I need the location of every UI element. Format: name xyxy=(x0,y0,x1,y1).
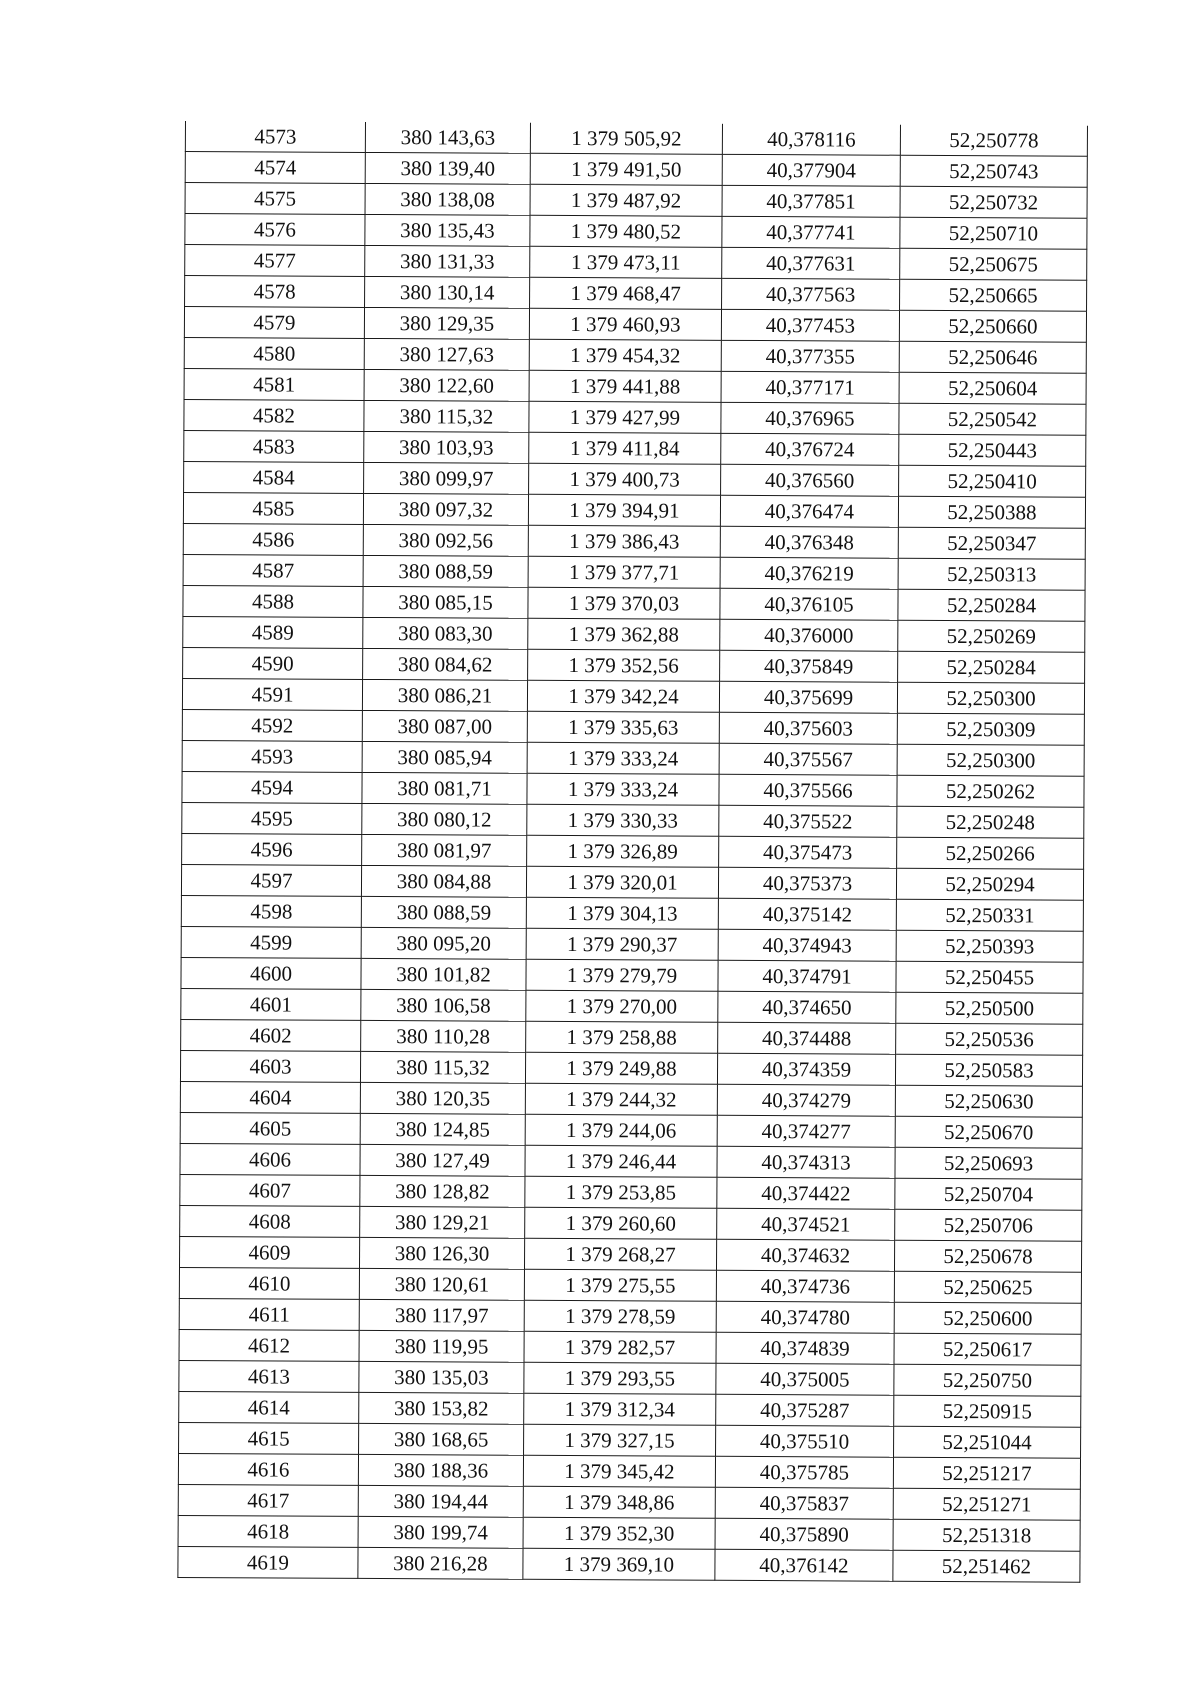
latitude-cell: 40,376724 xyxy=(721,433,899,465)
point-number-cell: 4614 xyxy=(179,1391,359,1423)
y-coordinate-cell: 1 379 268,27 xyxy=(524,1238,716,1270)
longitude-cell: 52,250300 xyxy=(897,682,1084,714)
x-coordinate-cell: 380 101,82 xyxy=(361,958,526,990)
point-number-cell: 4613 xyxy=(179,1360,359,1392)
x-coordinate-cell: 380 143,63 xyxy=(365,122,530,153)
longitude-cell: 52,250732 xyxy=(900,186,1087,218)
latitude-cell: 40,375837 xyxy=(715,1487,893,1519)
table-row xyxy=(184,337,1086,373)
x-coordinate-cell: 380 095,20 xyxy=(361,927,526,959)
point-number-cell: 4589 xyxy=(183,616,363,648)
x-coordinate-cell: 380 126,30 xyxy=(359,1237,524,1269)
latitude-cell: 40,376348 xyxy=(720,526,898,558)
longitude-cell: 52,250300 xyxy=(897,744,1084,776)
latitude-cell: 40,377171 xyxy=(721,371,899,403)
longitude-cell: 52,250313 xyxy=(898,558,1085,590)
x-coordinate-cell: 380 120,35 xyxy=(360,1082,525,1114)
latitude-cell: 40,377563 xyxy=(722,278,900,310)
y-coordinate-cell: 1 379 290,37 xyxy=(526,928,718,960)
point-number-cell: 4616 xyxy=(178,1453,358,1485)
table-row xyxy=(182,802,1084,838)
x-coordinate-cell: 380 085,15 xyxy=(363,586,528,618)
longitude-cell: 52,250665 xyxy=(900,279,1087,311)
longitude-cell: 52,251271 xyxy=(893,1488,1080,1520)
table-row xyxy=(178,1515,1080,1551)
latitude-cell: 40,375785 xyxy=(715,1456,893,1488)
latitude-cell: 40,376560 xyxy=(721,464,899,496)
y-coordinate-cell: 1 379 260,60 xyxy=(525,1207,717,1239)
latitude-cell: 40,377453 xyxy=(721,309,899,341)
table-row xyxy=(181,895,1083,931)
y-coordinate-cell: 1 379 258,88 xyxy=(526,1021,718,1053)
y-coordinate-cell: 1 379 362,88 xyxy=(528,618,720,650)
latitude-cell: 40,374780 xyxy=(716,1301,894,1333)
table-row xyxy=(183,554,1085,590)
longitude-cell: 52,250604 xyxy=(899,372,1086,404)
point-number-cell: 4580 xyxy=(184,337,364,369)
x-coordinate-cell: 380 087,00 xyxy=(362,710,527,742)
y-coordinate-cell: 1 379 335,63 xyxy=(527,711,719,743)
latitude-cell: 40,374488 xyxy=(718,1022,896,1054)
x-coordinate-cell: 380 086,21 xyxy=(362,679,527,711)
x-coordinate-cell: 380 099,97 xyxy=(364,462,529,494)
y-coordinate-cell: 1 379 304,13 xyxy=(526,897,718,929)
y-coordinate-cell: 1 379 253,85 xyxy=(525,1176,717,1208)
table-row xyxy=(178,1453,1080,1489)
table-row xyxy=(184,461,1086,497)
y-coordinate-cell: 1 379 333,24 xyxy=(527,773,719,805)
latitude-cell: 40,377631 xyxy=(722,247,900,279)
latitude-cell: 40,374839 xyxy=(716,1332,894,1364)
latitude-cell: 40,375699 xyxy=(719,681,897,713)
longitude-cell: 52,250284 xyxy=(898,651,1085,683)
table-row xyxy=(179,1422,1081,1458)
longitude-cell: 52,250347 xyxy=(898,527,1085,559)
point-number-cell: 4583 xyxy=(184,430,364,462)
table-row xyxy=(182,740,1084,776)
table-row xyxy=(179,1391,1081,1427)
point-number-cell: 4599 xyxy=(181,926,361,958)
y-coordinate-cell: 1 379 377,71 xyxy=(528,556,720,588)
longitude-cell: 52,251217 xyxy=(893,1457,1080,1489)
longitude-cell: 52,250710 xyxy=(900,217,1087,249)
x-coordinate-cell: 380 138,08 xyxy=(365,183,530,215)
longitude-cell: 52,250915 xyxy=(894,1395,1081,1427)
latitude-cell: 40,375566 xyxy=(719,774,897,806)
longitude-cell: 52,250542 xyxy=(899,403,1086,435)
table-row xyxy=(182,771,1084,807)
latitude-cell: 40,374313 xyxy=(717,1146,895,1178)
table-row xyxy=(182,678,1084,714)
longitude-cell: 52,251318 xyxy=(893,1519,1080,1551)
longitude-cell: 52,250646 xyxy=(899,341,1086,373)
y-coordinate-cell: 1 379 400,73 xyxy=(529,463,721,495)
y-coordinate-cell: 1 379 345,42 xyxy=(523,1455,715,1487)
latitude-cell: 40,375603 xyxy=(719,712,897,744)
table-row xyxy=(178,1546,1080,1582)
x-coordinate-cell: 380 088,59 xyxy=(363,555,528,587)
x-coordinate-cell: 380 130,14 xyxy=(365,276,530,308)
y-coordinate-cell: 1 379 320,01 xyxy=(526,866,718,898)
y-coordinate-cell: 1 379 491,50 xyxy=(530,153,722,185)
point-number-cell: 4617 xyxy=(178,1484,358,1516)
latitude-cell: 40,378116 xyxy=(722,124,900,155)
y-coordinate-cell: 1 379 246,44 xyxy=(525,1145,717,1177)
latitude-cell: 40,377904 xyxy=(722,154,900,186)
latitude-cell: 40,377741 xyxy=(722,216,900,248)
point-number-cell: 4593 xyxy=(182,740,362,772)
table-row xyxy=(181,926,1083,962)
latitude-cell: 40,374736 xyxy=(716,1270,894,1302)
x-coordinate-cell: 380 092,56 xyxy=(363,524,528,556)
table-row xyxy=(181,957,1083,993)
x-coordinate-cell: 380 081,97 xyxy=(362,834,527,866)
y-coordinate-cell: 1 379 333,24 xyxy=(527,742,719,774)
table-row xyxy=(182,833,1084,869)
longitude-cell: 52,250706 xyxy=(895,1209,1082,1241)
table-row xyxy=(179,1298,1081,1334)
longitude-cell: 52,250743 xyxy=(900,155,1087,187)
table-row xyxy=(179,1267,1081,1303)
x-coordinate-cell: 380 083,30 xyxy=(363,617,528,649)
y-coordinate-cell: 1 379 480,52 xyxy=(530,215,722,247)
longitude-cell: 52,250388 xyxy=(898,496,1085,528)
table-row xyxy=(180,1081,1082,1117)
longitude-cell: 52,250294 xyxy=(896,868,1083,900)
point-number-cell: 4603 xyxy=(180,1050,360,1082)
y-coordinate-cell: 1 379 278,59 xyxy=(524,1300,716,1332)
longitude-cell: 52,250393 xyxy=(896,930,1083,962)
point-number-cell: 4605 xyxy=(180,1112,360,1144)
longitude-cell: 52,250660 xyxy=(899,310,1086,342)
y-coordinate-cell: 1 379 279,79 xyxy=(526,959,718,991)
latitude-cell: 40,376474 xyxy=(720,495,898,527)
longitude-cell: 52,250583 xyxy=(895,1054,1082,1086)
table-row xyxy=(185,276,1087,312)
table-row xyxy=(181,988,1083,1024)
x-coordinate-cell: 380 110,28 xyxy=(361,1020,526,1052)
latitude-cell: 40,376142 xyxy=(715,1549,893,1581)
x-coordinate-cell: 380 084,88 xyxy=(361,865,526,897)
x-coordinate-cell: 380 188,36 xyxy=(358,1454,523,1486)
x-coordinate-cell: 380 085,94 xyxy=(362,741,527,773)
point-number-cell: 4608 xyxy=(180,1205,360,1237)
point-number-cell: 4574 xyxy=(185,152,365,184)
x-coordinate-cell: 380 168,65 xyxy=(359,1423,524,1455)
y-coordinate-cell: 1 379 352,56 xyxy=(528,649,720,681)
x-coordinate-cell: 380 080,12 xyxy=(362,803,527,835)
y-coordinate-cell: 1 379 244,32 xyxy=(525,1083,717,1115)
point-number-cell: 4590 xyxy=(183,647,363,679)
point-number-cell: 4575 xyxy=(185,183,365,215)
point-number-cell: 4607 xyxy=(180,1174,360,1206)
table-row xyxy=(181,1019,1083,1055)
x-coordinate-cell: 380 124,85 xyxy=(360,1113,525,1145)
point-number-cell: 4600 xyxy=(181,957,361,989)
latitude-cell: 40,375142 xyxy=(718,898,896,930)
y-coordinate-cell: 1 379 370,03 xyxy=(528,587,720,619)
longitude-cell: 52,250309 xyxy=(897,713,1084,745)
table-row xyxy=(183,647,1085,683)
point-number-cell: 4588 xyxy=(183,585,363,617)
latitude-cell: 40,376965 xyxy=(721,402,899,434)
latitude-cell: 40,376000 xyxy=(720,619,898,651)
latitude-cell: 40,375005 xyxy=(716,1363,894,1395)
longitude-cell: 52,250778 xyxy=(900,125,1087,156)
longitude-cell: 52,250625 xyxy=(894,1271,1081,1303)
table-row xyxy=(183,616,1085,652)
y-coordinate-cell: 1 379 386,43 xyxy=(528,525,720,557)
y-coordinate-cell: 1 379 244,06 xyxy=(525,1114,717,1146)
y-coordinate-cell: 1 379 454,32 xyxy=(529,339,721,371)
table-row xyxy=(180,1050,1082,1086)
y-coordinate-cell: 1 379 460,93 xyxy=(529,308,721,340)
y-coordinate-cell: 1 379 352,30 xyxy=(523,1517,715,1549)
y-coordinate-cell: 1 379 427,99 xyxy=(529,401,721,433)
longitude-cell: 52,251044 xyxy=(894,1426,1081,1458)
x-coordinate-cell: 380 153,82 xyxy=(359,1392,524,1424)
latitude-cell: 40,374632 xyxy=(716,1239,894,1271)
latitude-cell: 40,376105 xyxy=(720,588,898,620)
point-number-cell: 4584 xyxy=(184,461,364,493)
point-number-cell: 4609 xyxy=(179,1236,359,1268)
point-number-cell: 4579 xyxy=(184,307,364,339)
longitude-cell: 52,251462 xyxy=(893,1550,1080,1582)
longitude-cell: 52,250670 xyxy=(895,1116,1082,1148)
point-number-cell: 4587 xyxy=(183,554,363,586)
table-row xyxy=(184,307,1086,343)
table-row xyxy=(185,183,1087,219)
point-number-cell: 4585 xyxy=(183,492,363,524)
point-number-cell: 4592 xyxy=(182,709,362,741)
table-row xyxy=(184,430,1086,466)
x-coordinate-cell: 380 135,03 xyxy=(359,1361,524,1393)
point-number-cell: 4604 xyxy=(180,1081,360,1113)
x-coordinate-cell: 380 081,71 xyxy=(362,772,527,804)
longitude-cell: 52,250284 xyxy=(898,589,1085,621)
longitude-cell: 52,250630 xyxy=(895,1085,1082,1117)
table-row xyxy=(185,152,1087,188)
latitude-cell: 40,374943 xyxy=(718,929,896,961)
x-coordinate-cell: 380 119,95 xyxy=(359,1330,524,1362)
x-coordinate-cell: 380 106,58 xyxy=(361,989,526,1021)
point-number-cell: 4594 xyxy=(182,771,362,803)
point-number-cell: 4581 xyxy=(184,368,364,400)
coordinate-table-page xyxy=(177,121,1087,1583)
point-number-cell: 4606 xyxy=(180,1143,360,1175)
table-row xyxy=(178,1484,1080,1520)
longitude-cell: 52,250750 xyxy=(894,1364,1081,1396)
longitude-cell: 52,250704 xyxy=(895,1178,1082,1210)
point-number-cell: 4595 xyxy=(182,802,362,834)
y-coordinate-cell: 1 379 505,92 xyxy=(530,123,722,155)
latitude-cell: 40,374277 xyxy=(717,1115,895,1147)
longitude-cell: 52,250693 xyxy=(895,1147,1082,1179)
table-row xyxy=(182,709,1084,745)
x-coordinate-cell: 380 122,60 xyxy=(364,369,529,401)
point-number-cell: 4597 xyxy=(181,864,361,896)
y-coordinate-cell: 1 379 342,24 xyxy=(527,680,719,712)
latitude-cell: 40,375510 xyxy=(716,1425,894,1457)
longitude-cell: 52,250248 xyxy=(897,806,1084,838)
table-row xyxy=(183,523,1085,559)
latitude-cell: 40,375373 xyxy=(718,867,896,899)
point-number-cell: 4619 xyxy=(178,1546,358,1578)
point-number-cell: 4601 xyxy=(181,988,361,1020)
x-coordinate-cell: 380 120,61 xyxy=(359,1268,524,1300)
latitude-cell: 40,375473 xyxy=(719,836,897,868)
x-coordinate-cell: 380 084,62 xyxy=(363,648,528,680)
table-row xyxy=(183,492,1085,528)
table-row xyxy=(183,585,1085,621)
point-number-cell: 4602 xyxy=(181,1019,361,1051)
table-row xyxy=(184,399,1086,435)
y-coordinate-cell: 1 379 270,00 xyxy=(526,990,718,1022)
longitude-cell: 52,250675 xyxy=(900,248,1087,280)
y-coordinate-cell: 1 379 293,55 xyxy=(524,1362,716,1394)
longitude-cell: 52,250331 xyxy=(896,899,1083,931)
coordinate-table xyxy=(177,121,1088,1583)
coordinate-table-body xyxy=(178,121,1088,1582)
latitude-cell: 40,375522 xyxy=(719,805,897,837)
table-row xyxy=(180,1174,1082,1210)
latitude-cell: 40,375287 xyxy=(716,1394,894,1426)
longitude-cell: 52,250443 xyxy=(899,434,1086,466)
y-coordinate-cell: 1 379 249,88 xyxy=(525,1052,717,1084)
y-coordinate-cell: 1 379 326,89 xyxy=(527,835,719,867)
table-row xyxy=(185,214,1087,250)
x-coordinate-cell: 380 127,49 xyxy=(360,1144,525,1176)
x-coordinate-cell: 380 115,32 xyxy=(360,1051,525,1083)
x-coordinate-cell: 380 127,63 xyxy=(364,338,529,370)
longitude-cell: 52,250262 xyxy=(897,775,1084,807)
point-number-cell: 4578 xyxy=(185,276,365,308)
x-coordinate-cell: 380 131,33 xyxy=(365,245,530,277)
y-coordinate-cell: 1 379 327,15 xyxy=(524,1424,716,1456)
point-number-cell: 4573 xyxy=(185,121,365,152)
y-coordinate-cell: 1 379 473,11 xyxy=(530,246,722,278)
point-number-cell: 4618 xyxy=(178,1515,358,1547)
latitude-cell: 40,375567 xyxy=(719,743,897,775)
latitude-cell: 40,377851 xyxy=(722,185,900,217)
longitude-cell: 52,250455 xyxy=(896,961,1083,993)
table-row xyxy=(184,368,1086,404)
latitude-cell: 40,374422 xyxy=(717,1177,895,1209)
longitude-cell: 52,250536 xyxy=(896,1023,1083,1055)
longitude-cell: 52,250410 xyxy=(899,465,1086,497)
x-coordinate-cell: 380 194,44 xyxy=(358,1485,523,1517)
latitude-cell: 40,374791 xyxy=(718,960,896,992)
table-row xyxy=(179,1236,1081,1272)
latitude-cell: 40,374359 xyxy=(717,1053,895,1085)
longitude-cell: 52,250617 xyxy=(894,1333,1081,1365)
x-coordinate-cell: 380 128,82 xyxy=(360,1175,525,1207)
y-coordinate-cell: 1 379 394,91 xyxy=(528,494,720,526)
table-row xyxy=(180,1143,1082,1179)
point-number-cell: 4576 xyxy=(185,214,365,246)
latitude-cell: 40,374521 xyxy=(717,1208,895,1240)
y-coordinate-cell: 1 379 282,57 xyxy=(524,1331,716,1363)
y-coordinate-cell: 1 379 312,34 xyxy=(524,1393,716,1425)
table-row xyxy=(185,245,1087,281)
table-row xyxy=(179,1360,1081,1396)
y-coordinate-cell: 1 379 468,47 xyxy=(530,277,722,309)
point-number-cell: 4577 xyxy=(185,245,365,277)
longitude-cell: 52,250600 xyxy=(894,1302,1081,1334)
x-coordinate-cell: 380 097,32 xyxy=(363,493,528,525)
x-coordinate-cell: 380 129,35 xyxy=(364,307,529,339)
latitude-cell: 40,376219 xyxy=(720,557,898,589)
point-number-cell: 4598 xyxy=(181,895,361,927)
point-number-cell: 4615 xyxy=(179,1422,359,1454)
longitude-cell: 52,250266 xyxy=(897,837,1084,869)
x-coordinate-cell: 380 088,59 xyxy=(361,896,526,928)
y-coordinate-cell: 1 379 330,33 xyxy=(527,804,719,836)
point-number-cell: 4586 xyxy=(183,523,363,555)
longitude-cell: 52,250500 xyxy=(896,992,1083,1024)
latitude-cell: 40,374650 xyxy=(718,991,896,1023)
table-row xyxy=(185,121,1087,156)
y-coordinate-cell: 1 379 275,55 xyxy=(524,1269,716,1301)
point-number-cell: 4596 xyxy=(182,833,362,865)
x-coordinate-cell: 380 135,43 xyxy=(365,214,530,246)
point-number-cell: 4610 xyxy=(179,1267,359,1299)
table-row xyxy=(180,1205,1082,1241)
y-coordinate-cell: 1 379 369,10 xyxy=(523,1548,715,1580)
y-coordinate-cell: 1 379 487,92 xyxy=(530,184,722,216)
y-coordinate-cell: 1 379 441,88 xyxy=(529,370,721,402)
point-number-cell: 4611 xyxy=(179,1298,359,1330)
table-row xyxy=(180,1112,1082,1148)
latitude-cell: 40,374279 xyxy=(717,1084,895,1116)
longitude-cell: 52,250269 xyxy=(898,620,1085,652)
latitude-cell: 40,375890 xyxy=(715,1518,893,1550)
table-row xyxy=(181,864,1083,900)
x-coordinate-cell: 380 103,93 xyxy=(364,431,529,463)
y-coordinate-cell: 1 379 411,84 xyxy=(529,432,721,464)
x-coordinate-cell: 380 139,40 xyxy=(365,152,530,184)
x-coordinate-cell: 380 117,97 xyxy=(359,1299,524,1331)
x-coordinate-cell: 380 199,74 xyxy=(358,1516,523,1548)
point-number-cell: 4582 xyxy=(184,399,364,431)
x-coordinate-cell: 380 216,28 xyxy=(358,1547,523,1579)
longitude-cell: 52,250678 xyxy=(894,1240,1081,1272)
x-coordinate-cell: 380 115,32 xyxy=(364,400,529,432)
point-number-cell: 4591 xyxy=(182,678,362,710)
table-row xyxy=(179,1329,1081,1365)
latitude-cell: 40,377355 xyxy=(721,340,899,372)
x-coordinate-cell: 380 129,21 xyxy=(360,1206,525,1238)
point-number-cell: 4612 xyxy=(179,1329,359,1361)
y-coordinate-cell: 1 379 348,86 xyxy=(523,1486,715,1518)
latitude-cell: 40,375849 xyxy=(720,650,898,682)
